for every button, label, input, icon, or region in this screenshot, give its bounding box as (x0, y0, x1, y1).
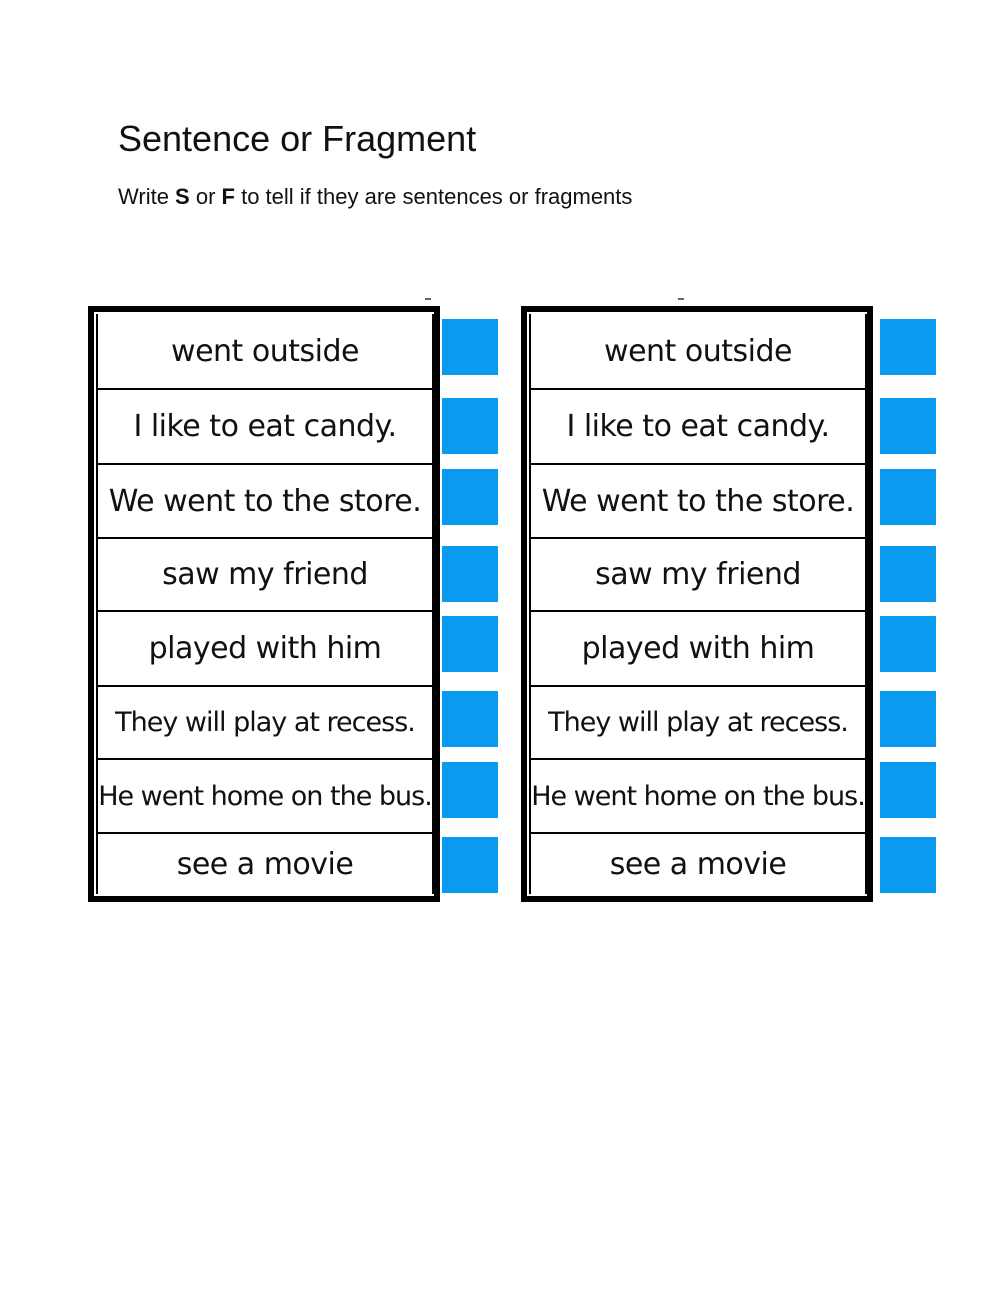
answer-input-box[interactable] (442, 469, 498, 525)
sentence-card: They will play at recess. (531, 687, 865, 760)
sentence-card: see a movie (609, 846, 787, 882)
answer-input-box[interactable] (880, 469, 936, 525)
answer-input-box[interactable] (880, 319, 936, 375)
answer-input-box[interactable] (880, 837, 936, 893)
answer-input-box[interactable] (442, 837, 498, 893)
sentence-card: played with him (98, 612, 432, 687)
answer-input-box[interactable] (442, 319, 498, 375)
sentence-card: We went to the store. (531, 465, 865, 539)
answer-input-box[interactable] (442, 398, 498, 454)
sentence-card: saw my friend (98, 539, 432, 612)
tick-mark (425, 298, 431, 300)
sentence-card: went outside (531, 314, 865, 390)
sentence-column-left (88, 306, 440, 902)
sentence-column-right (521, 306, 873, 902)
sentence-card: We went to the store. (98, 465, 432, 539)
sentence-card: see a movie (176, 846, 354, 882)
instructions-text (118, 184, 632, 210)
instructions-f: F (221, 184, 235, 209)
sentence-card: played with him (531, 612, 865, 687)
sentence-card: He went home on the bus. (531, 760, 865, 834)
answer-input-box[interactable] (880, 762, 936, 818)
answer-input-box[interactable] (880, 546, 936, 602)
instructions-prefix: Write (118, 184, 176, 209)
answer-input-box[interactable] (442, 691, 498, 747)
answer-input-box[interactable] (442, 762, 498, 818)
answer-input-box[interactable] (880, 398, 936, 454)
sentence-card: I like to eat candy. (531, 390, 865, 465)
instructions-middle: or (189, 184, 222, 209)
sentence-card: went outside (98, 314, 432, 390)
sentence-column-inner (96, 314, 434, 894)
page-title: Sentence or Fragment (118, 118, 477, 159)
answer-input-box[interactable] (880, 691, 936, 747)
tick-mark (678, 298, 684, 300)
sentence-card: They will play at recess. (98, 687, 432, 760)
sentence-column-inner (529, 314, 867, 894)
instructions-suffix: to tell if they are sentences or fragments (234, 184, 633, 209)
sentence-card: He went home on the bus. (98, 760, 432, 834)
instructions-s: S (175, 184, 190, 209)
answer-input-box[interactable] (880, 616, 936, 672)
answer-input-box[interactable] (442, 616, 498, 672)
sentence-card: saw my friend (531, 539, 865, 612)
sentence-card: I like to eat candy. (98, 390, 432, 465)
answer-input-box[interactable] (442, 546, 498, 602)
